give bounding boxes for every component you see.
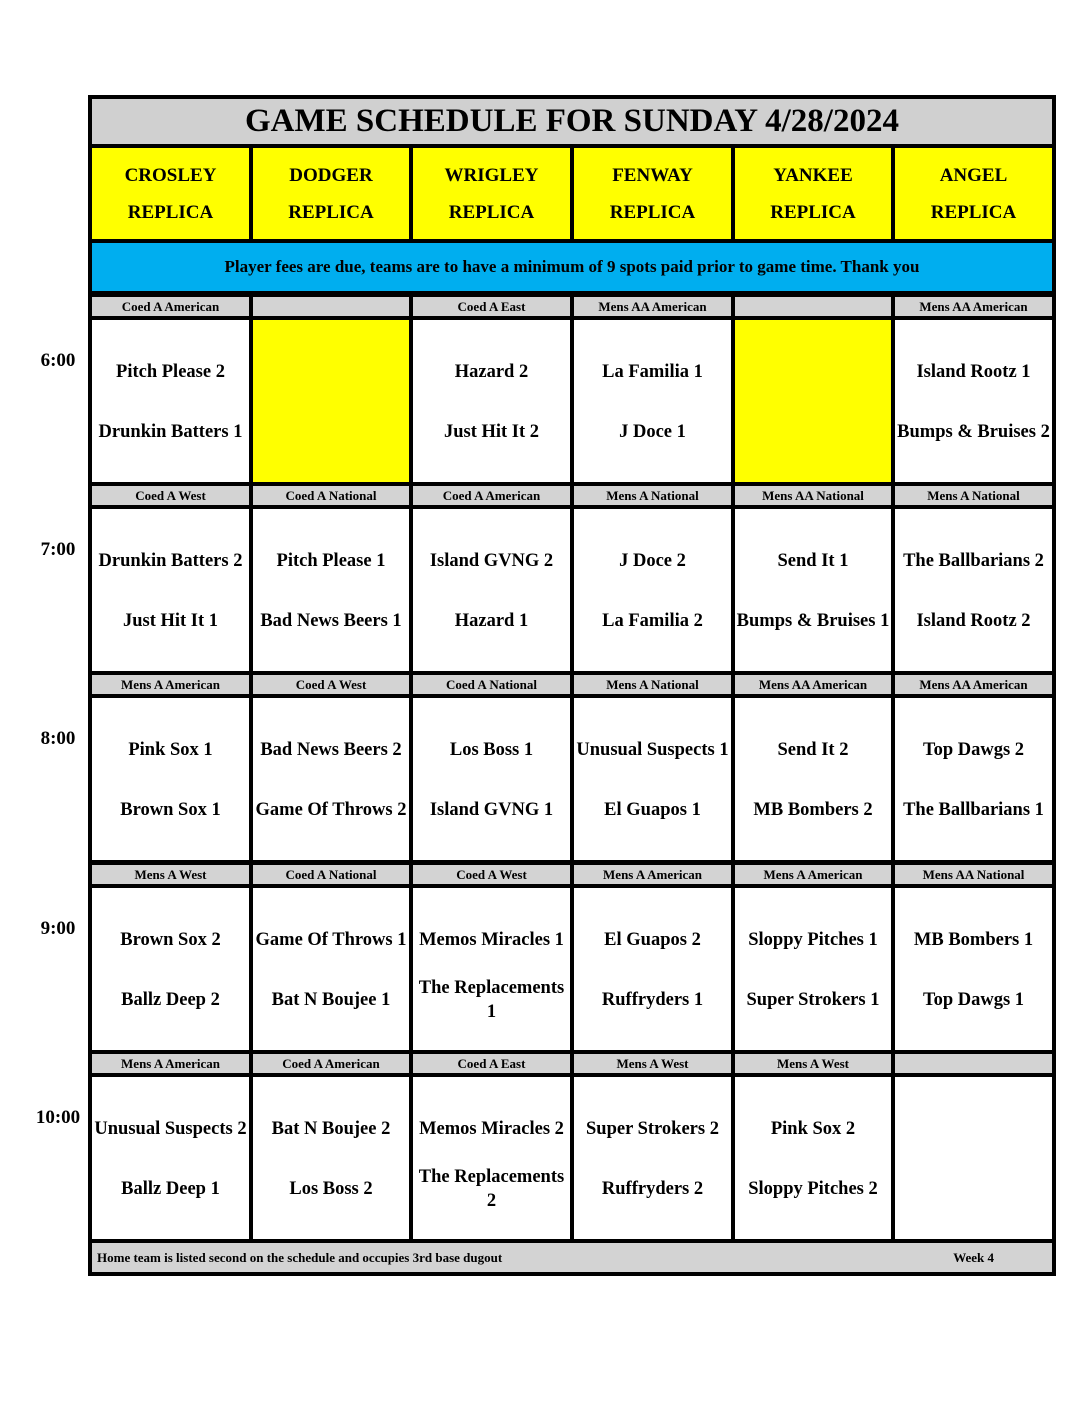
away-team: Drunkin Batters 2 (98, 551, 243, 571)
away-team: El Guapos 2 (604, 930, 701, 950)
division-label: Coed A American (413, 486, 570, 505)
game-cell (895, 888, 1052, 1050)
game-cell (92, 1077, 249, 1239)
away-team: Memos Miracles 2 (419, 1119, 564, 1139)
away-team: Send It 2 (777, 740, 849, 760)
field-type: REPLICA (609, 201, 696, 223)
division-label: Mens A American (574, 865, 731, 884)
home-team: The Replacements 1 (418, 978, 565, 1022)
away-team: Super Strokers 2 (586, 1119, 719, 1139)
division-label (253, 297, 409, 316)
home-team: Ballz Deep 1 (121, 1179, 220, 1199)
division-label: Coed A West (253, 675, 409, 694)
time-label: 10:00 (35, 1107, 81, 1128)
division-label: Coed A American (92, 297, 249, 316)
home-team: Game Of Throws 2 (255, 800, 407, 820)
field-type: REPLICA (127, 201, 214, 223)
open-slot (735, 320, 891, 482)
game-cell (413, 888, 570, 1050)
field-header-crosley (92, 148, 249, 239)
field-name: WRIGLEY (444, 164, 539, 186)
away-team: Game Of Throws 1 (255, 930, 407, 950)
division-label: Mens AA American (574, 297, 731, 316)
field-name: FENWAY (612, 164, 693, 186)
open-slot (253, 320, 409, 482)
division-label: Mens AA American (895, 675, 1052, 694)
division-label: Coed A National (253, 486, 409, 505)
home-team: Drunkin Batters 1 (98, 422, 243, 442)
footer-bar (92, 1243, 1052, 1272)
away-team: Send It 1 (777, 551, 849, 571)
game-cell (92, 698, 249, 860)
division-label: Coed A East (413, 1054, 570, 1073)
home-team: Ballz Deep 2 (121, 990, 220, 1010)
home-team: Brown Sox 1 (120, 800, 221, 820)
division-label: Mens A National (895, 486, 1052, 505)
field-name: CROSLEY (124, 164, 217, 186)
home-team: Sloppy Pitches 2 (748, 1179, 878, 1199)
time-label: 6:00 (40, 350, 76, 371)
away-team: J Doce 2 (619, 551, 686, 571)
away-team: Brown Sox 2 (120, 930, 221, 950)
away-team: Bad News Beers 2 (260, 740, 402, 760)
home-team: Top Dawgs 1 (922, 990, 1025, 1010)
division-label: Mens AA National (895, 865, 1052, 884)
home-team: El Guapos 1 (604, 800, 701, 820)
away-team: Pitch Please 1 (276, 551, 386, 571)
game-cell (253, 698, 409, 860)
game-cell (574, 1077, 731, 1239)
game-cell (413, 1077, 570, 1239)
game-cell (735, 1077, 891, 1239)
field-header-dodger (253, 148, 409, 239)
division-label: Mens A American (735, 865, 891, 884)
home-team: The Replacements 2 (418, 1167, 565, 1211)
game-cell (735, 698, 891, 860)
home-team-note: Home team is listed second on the schedule and occupies 3rd base dugout (97, 1249, 503, 1265)
home-team: Just Hit It 2 (443, 422, 540, 442)
home-team: Bad News Beers 1 (260, 611, 402, 631)
game-cell (413, 509, 570, 671)
schedule-sheet (88, 95, 1056, 1276)
home-team: Bumps & Bruises 2 (897, 422, 1050, 442)
away-team: Sloppy Pitches 1 (748, 930, 878, 950)
away-team: MB Bombers 1 (913, 930, 1034, 950)
home-team: Just Hit It 1 (122, 611, 219, 631)
home-team: Bat N Boujee 1 (271, 990, 391, 1010)
home-team: J Doce 1 (619, 422, 686, 442)
field-name: DODGER (289, 164, 373, 186)
division-label: Mens AA National (735, 486, 891, 505)
division-label: Mens A West (735, 1054, 891, 1073)
game-cell (895, 509, 1052, 671)
division-label: Coed A American (253, 1054, 409, 1073)
game-cell (895, 698, 1052, 860)
game-cell (735, 888, 891, 1050)
away-team: Island Rootz 1 (916, 362, 1031, 382)
home-team: Bumps & Bruises 1 (736, 611, 890, 631)
division-label: Coed A West (413, 865, 570, 884)
division-label: Mens A American (92, 675, 249, 694)
field-name: ANGEL (939, 164, 1008, 186)
field-header-yankee (735, 148, 891, 239)
division-label: Coed A National (253, 865, 409, 884)
field-name: YANKEE (773, 164, 853, 186)
game-cell (92, 320, 249, 482)
home-team: Island Rootz 2 (916, 611, 1031, 631)
home-team: Ruffryders 2 (601, 1179, 704, 1199)
division-label (895, 1054, 1052, 1073)
division-label: Coed A East (413, 297, 570, 316)
home-team: Ruffryders 1 (601, 990, 704, 1010)
division-label: Mens A West (92, 865, 249, 884)
time-label: 8:00 (40, 728, 76, 749)
home-team: Los Boss 2 (289, 1179, 373, 1199)
home-team: Island GVNG 1 (429, 800, 554, 820)
away-team: Pink Sox 1 (128, 740, 213, 760)
field-type: REPLICA (930, 201, 1017, 223)
division-label: Mens A National (574, 486, 731, 505)
game-cell (253, 1077, 409, 1239)
field-header-wrigley (413, 148, 570, 239)
away-team: The Ballbarians 2 (903, 551, 1044, 571)
game-cell (574, 320, 731, 482)
game-cell (574, 888, 731, 1050)
division-label: Mens AA American (735, 675, 891, 694)
game-cell (413, 698, 570, 860)
home-team: Super Strokers 1 (746, 990, 880, 1010)
away-team: Unusual Suspects 1 (576, 740, 729, 760)
away-team: Pink Sox 2 (770, 1119, 856, 1139)
game-cell (92, 509, 249, 671)
fees-notice: Player fees are due, teams are to have a minimum of 9 spots paid prior to game time. Thank you (92, 243, 1052, 291)
page-title: GAME SCHEDULE FOR SUNDAY 4/28/2024 (92, 99, 1052, 144)
time-label: 7:00 (40, 539, 76, 560)
home-team: Hazard 1 (454, 611, 529, 631)
away-team: Los Boss 1 (449, 740, 534, 760)
field-header-angel (895, 148, 1052, 239)
game-cell (92, 888, 249, 1050)
game-cell (253, 509, 409, 671)
home-team: The Ballbarians 1 (903, 800, 1044, 820)
away-team: Unusual Suspects 2 (94, 1119, 247, 1139)
field-type: REPLICA (770, 201, 856, 223)
away-team: Hazard 2 (454, 362, 529, 382)
division-label: Mens A West (574, 1054, 731, 1073)
game-cell (895, 320, 1052, 482)
game-cell (574, 509, 731, 671)
blank-slot (895, 1077, 1052, 1239)
field-header-fenway (574, 148, 731, 239)
division-label: Mens AA American (895, 297, 1052, 316)
division-label: Coed A West (92, 486, 249, 505)
field-type: REPLICA (288, 201, 374, 223)
away-team: Pitch Please 2 (116, 362, 225, 382)
division-label: Mens A American (92, 1054, 249, 1073)
away-team: Top Dawgs 2 (922, 740, 1025, 760)
week-label: Week 4 (953, 1249, 994, 1265)
away-team: Island GVNG 2 (429, 551, 554, 571)
game-cell (253, 888, 409, 1050)
time-label: 9:00 (40, 918, 76, 939)
division-label: Mens A National (574, 675, 731, 694)
field-type: REPLICA (448, 201, 535, 223)
away-team: La Familia 1 (602, 362, 703, 382)
home-team: MB Bombers 2 (753, 800, 873, 820)
game-cell (413, 320, 570, 482)
game-cell (574, 698, 731, 860)
game-cell (735, 509, 891, 671)
away-team: Memos Miracles 1 (419, 930, 564, 950)
division-label: Coed A National (413, 675, 570, 694)
home-team: La Familia 2 (602, 611, 703, 631)
division-label (735, 297, 891, 316)
away-team: Bat N Boujee 2 (271, 1119, 391, 1139)
